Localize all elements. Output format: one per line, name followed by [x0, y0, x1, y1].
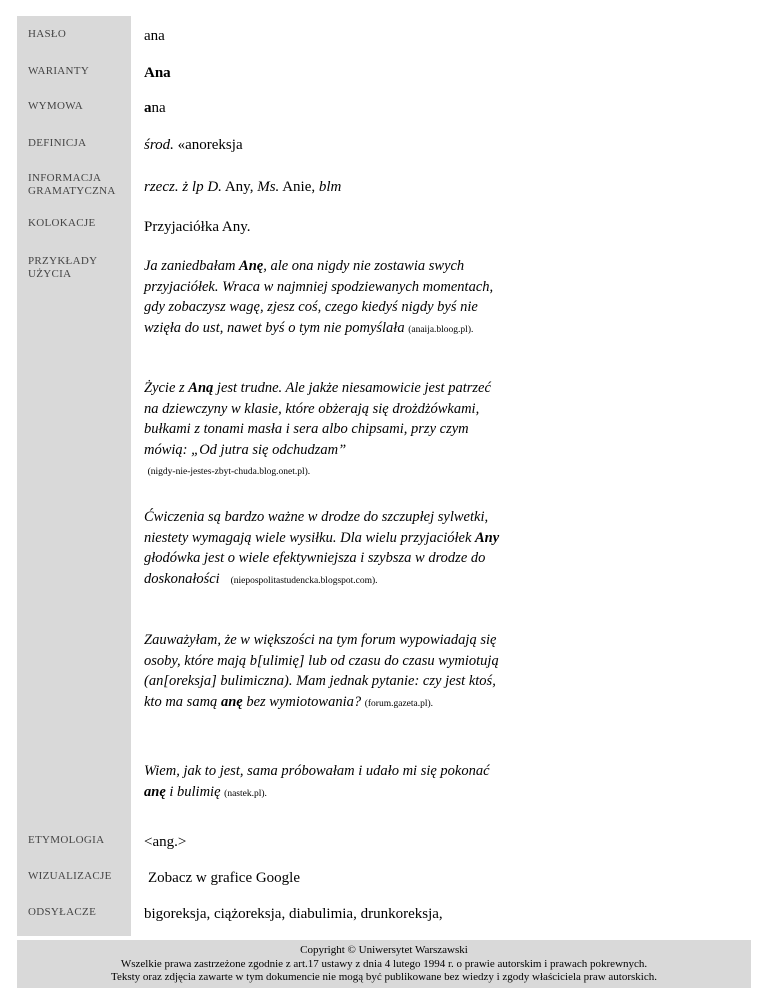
example-text: Ja zaniedbałam: [144, 258, 240, 274]
example-source: (nastek.pl).: [224, 788, 267, 799]
label-informacja-gramatyczna: [28, 172, 116, 198]
label-haslo: HASŁO: [28, 28, 67, 40]
label-wymowa: WYMOWA: [28, 100, 83, 112]
label-warianty: WARIANTY: [28, 65, 90, 77]
footer-line: Wszelkie prawa zastrzeżone zgodnie z art.17 ustawy z dnia 4 lutego 1994 r. o prawie autorskim i prawach pokrewnych.: [120, 957, 648, 970]
value-wymowa: [144, 98, 166, 119]
value-etymologia: <ang.>: [144, 834, 187, 850]
stressed-vowel: a: [144, 100, 152, 116]
label-column: [17, 16, 131, 936]
example-text: i bulimię: [165, 783, 221, 800]
label-przyklady-uzycia: [28, 255, 97, 281]
example-text: Życie z: [144, 380, 189, 396]
value-warianty: Ana: [144, 65, 171, 81]
label-odsylacze: ODSYŁACZE: [28, 906, 97, 918]
footer-line: Teksty oraz zdjęcia zawarte w tym dokumencie nie mogą być publikowane bez wiedzy i zgody właściciela praw autorskich.: [111, 971, 657, 983]
wymowa-rest: na: [151, 100, 166, 116]
example-text: , ale ona nigdy nie zostawia swych przyjaciółek. Wraca w najmniej spodziewanych momentach, gdy zobaczysz wagę, zjesz coś, czego kiedyś nigdy byś nie wzięła do ust, nawet byś o tym nie pomyślała: [144, 258, 494, 336]
value-informacja-gramatyczna: [144, 177, 341, 198]
example-keyword: anę: [220, 693, 243, 710]
label-kolokacje: KOLOKACJE: [28, 217, 96, 229]
example-text: Wiem, jak to jest, sama próbowałam i udało mi się pokonać: [144, 763, 490, 779]
example-text: Zauważyłam, że w większości na tym forum wypowiadają się osoby, które mają b[ulimię] lub od czasu do czasu wymiotują (an[oreksja] bulimiczna). Mam jednak pytanie: czy jest ktoś, kto ma samą: [144, 632, 499, 710]
example-keyword: Any: [475, 529, 500, 546]
example-source: (nigdy-nie-jestes-zbyt-chuda.blog.onet.pl).: [147, 467, 311, 477]
register-marker: środ.: [144, 137, 174, 153]
example-keyword: anę: [144, 783, 166, 800]
label-line: INFORMACJA: [28, 172, 102, 184]
google-images-link[interactable]: Zobacz w grafice Google: [148, 870, 301, 886]
gram-genitive: Any,: [221, 179, 258, 195]
value-haslo: ana: [144, 28, 165, 44]
label-wizualizacje: WIZUALIZACJE: [28, 870, 112, 882]
label-definicja: DEFINICJA: [28, 137, 87, 149]
label-line: UŻYCIA: [28, 268, 72, 280]
example-source: (niepospolitastudencka.blogspot.com).: [230, 575, 378, 586]
value-kolokacje: Przyjaciółka Any.: [144, 219, 251, 235]
label-line: GRAMATYCZNA: [28, 185, 116, 197]
footer-line: Copyright © Uniwersytet Warszawski: [300, 944, 468, 956]
gram-blm: blm: [318, 179, 342, 195]
value-odsylacze: bigoreksja, ciążoreksja, diabulimia, drunkoreksja,: [144, 906, 443, 922]
example-text: bez wymiotowania?: [242, 693, 362, 710]
example-3: [144, 507, 504, 591]
value-definicja: [144, 135, 243, 156]
copyright-footer: [17, 940, 751, 988]
gram-ms-label: Ms.: [257, 179, 280, 195]
definicja-text: «anoreksja: [173, 137, 243, 153]
example-source: (forum.gazeta.pl).: [364, 698, 434, 709]
example-5: [144, 761, 504, 804]
example-text: jest trudne. Ale jakże niesamowicie jest patrzeć na dziewczyny w klasie, które obżerają się drożdżówkami, bułkami z tonami masła i sera albo chipsami, przy czym mówią: „Od jutra się odchudzam”: [144, 380, 491, 458]
example-keyword: Aną: [188, 380, 214, 396]
example-keyword: Anę: [239, 258, 264, 274]
gram-pos: rzecz. ż lp D.: [144, 179, 222, 195]
example-text: głodówka jest o wiele efektywniejsza i szybsza w drodze do doskonałości: [144, 550, 486, 587]
example-1: [144, 256, 504, 340]
label-line: PRZYKŁADY: [28, 255, 98, 267]
gram-locative: Anie,: [279, 179, 319, 195]
example-text: Ćwiczenia są bardzo ważne w drodze do szczupłej sylwetki, niestety wymagają wiele wysiłku. Dla wielu przyjaciółek: [144, 509, 489, 546]
example-source: (anaija.bloog.pl).: [408, 324, 474, 335]
example-4: [144, 630, 504, 714]
label-etymologia: ETYMOLOGIA: [28, 834, 105, 846]
example-2: [144, 378, 504, 483]
